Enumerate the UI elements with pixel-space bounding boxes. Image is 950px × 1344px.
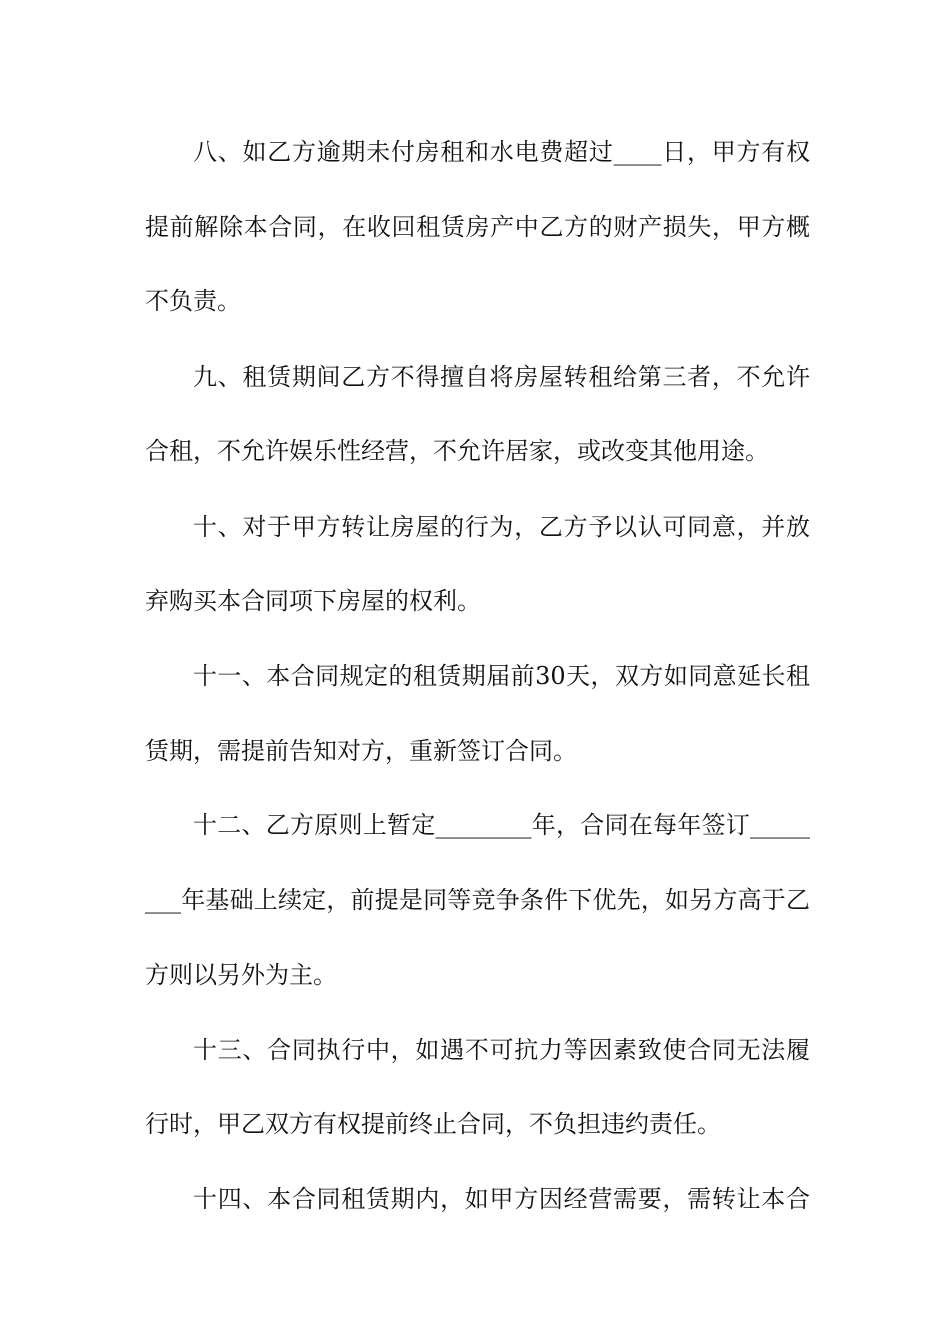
clause-14-line-1: 十四、本合同租赁期内，如甲方因经营需要，需转让本合 — [193, 1185, 810, 1213]
clause-8-line-1: 八、如乙方逾期未付房租和水电费超过____日，甲方有权 — [193, 138, 810, 166]
clause-13-line-1: 十三、合同执行中，如遇不可抗力等因素致使合同无法履 — [193, 1036, 810, 1064]
clause-12-line-3: 方则以另外为主。 — [145, 961, 337, 989]
clause-12-line-1: 十二、乙方原则上暂定________年，合同在每年签订_____ — [193, 811, 810, 839]
clause-11-line-2: 赁期，需提前告知对方，重新签订合同。 — [145, 737, 577, 765]
clause-12-line-2: ___年基础上续定，前提是同等竞争条件下优先，如另方高于乙 — [145, 886, 810, 914]
clause-11-line-1: 十一、本合同规定的租赁期届前30天，双方如同意延长租 — [193, 662, 810, 690]
clause-8-line-2: 提前解除本合同，在收回租赁房产中乙方的财产损失，甲方概 — [145, 213, 810, 241]
clause-9-line-1: 九、租赁期间乙方不得擅自将房屋转租给第三者，不允许 — [193, 363, 810, 391]
clause-10-line-2: 弃购买本合同项下房屋的权利。 — [145, 587, 481, 615]
clause-10-line-1: 十、对于甲方转让房屋的行为，乙方予以认可同意，并放 — [193, 513, 810, 541]
clause-13-line-2: 行时，甲乙双方有权提前终止合同，不负担违约责任。 — [145, 1110, 721, 1138]
clause-8-line-3: 不负责。 — [145, 287, 241, 315]
clause-9-line-2: 合租，不允许娱乐性经营，不允许居家，或改变其他用途。 — [145, 437, 769, 465]
